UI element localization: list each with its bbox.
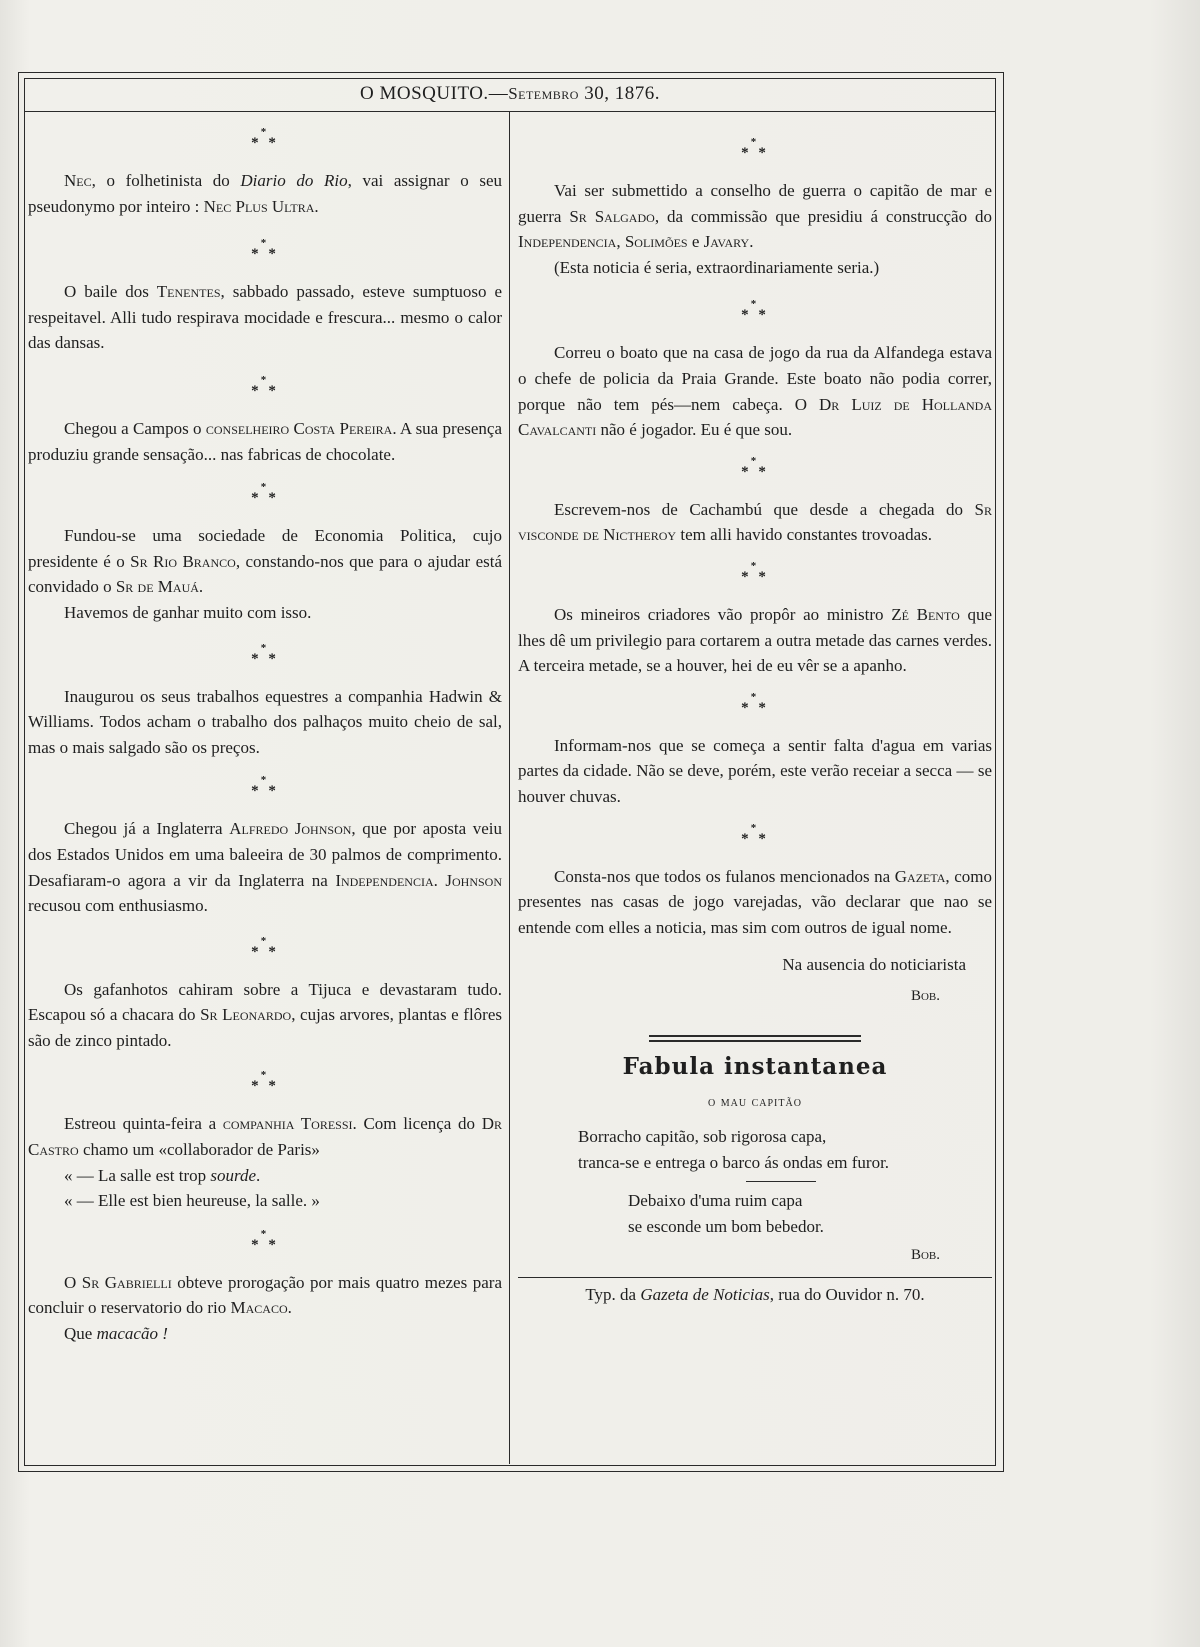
separator-asterism: * * *	[251, 237, 279, 263]
item-baile: O baile dos Tenentes, sabbado passado, esteve sumptuoso e respeitavel. Alli tudo respirava mocidade e frescura... mesmo o calor das dansas.	[28, 282, 502, 353]
item-nec: Nec, o folhetinista do Diario do Rio, vai assignar o seu pseudonymo por inteiro : Nec Plus Ultra.	[28, 171, 503, 216]
signoff-signature: Bob.	[910, 987, 940, 1004]
separator-asterism: * * *	[741, 690, 769, 716]
separator-asterism: * * *	[251, 481, 279, 507]
item-mineiros: Os mineiros criadores vão propôr ao ministro Zé Bento que lhes dê um privilegio para cortarem a outra metade das carnes verdes. A terceira metade, se a houver, hei de eu vêr se a apanho.	[518, 604, 993, 676]
separator-asterism: * * *	[251, 1069, 279, 1095]
item-salgado: Vai ser submettido a conselho de guerra o capitão de mar e guerra Sr Salgado, da commissão que presidiu á construcção do Independencia, Solimões e Javary. (Esta noticia é seria, extraordinariamente seria.)	[518, 181, 992, 277]
fabula-subtitle: o mau capitão	[708, 1095, 802, 1111]
right-column	[518, 112, 992, 1308]
separator-asterism: * * *	[251, 774, 279, 800]
fabula-verse-1: Borracho capitão, sob rigorosa capa,	[578, 1127, 827, 1147]
masthead-month: Setembro	[508, 84, 579, 103]
left-column	[28, 112, 502, 1359]
imprint-rule	[518, 1277, 992, 1278]
separator-asterism: * * *	[741, 136, 769, 161]
separator-asterism: * * *	[251, 641, 279, 667]
column-rule	[509, 112, 510, 1464]
masthead-date: 30, 1876.	[584, 83, 660, 104]
separator-asterism: * * *	[741, 821, 769, 847]
separator-asterism: * * *	[741, 298, 769, 324]
fabula-verse-4: se esconde um bom bebedor.	[628, 1216, 824, 1236]
imprint: Typ. da Gazeta de Noticias, rua do Ouvidor n. 70.	[585, 1285, 925, 1305]
fabula-rule	[518, 1035, 992, 1042]
item-sociedade: Fundou-se uma sociedade de Economia Politica, cujo presidente é o Sr Rio Branco, constando-nos que para o ajudar está convidado o Sr de Mauá. Havemos de ganhar muito com isso.	[28, 526, 503, 622]
item-campos: Chegou a Campos o conselheiro Costa Pereira. A sua presença produziu grande sensação... nas fabricas de chocolate.	[28, 418, 502, 464]
item-johnson: Chegou já a Inglaterra Alfredo Johnson, que por aposta veiu dos Estados Unidos em uma baleeira de 30 palmos de comprimento. Desafiaram-o agora a vir da Inglaterra na Independencia. Johnson recusou com enthusiasmo.	[28, 819, 503, 916]
item-agua: Informam-nos que se começa a sentir falta d'agua em varias partes da cidade. Não se deve, porém, este verão receiar a secca — se houver chuvas.	[518, 735, 992, 806]
separator-asterism: * * *	[251, 934, 279, 960]
separator-asterism: * * *	[251, 373, 279, 399]
fabula-short-rule	[746, 1181, 816, 1182]
fabula-verse-2: tranca-se e entrega o barco ás ondas em furor.	[578, 1152, 890, 1172]
masthead-paper: O MOSQUITO.	[360, 83, 489, 104]
item-gabrielli: O Sr Gabrielli obteve prorogação por mais quatro mezes para concluir o reservatorio do rio Macaco. Que macacão !	[28, 1272, 502, 1344]
fabula-signature: Bob.	[910, 1247, 940, 1264]
item-toressi: Estreou quinta-feira a companhia Toressi. Com licença do Dr Castro chamo um «collaborador de Paris» « — La salle est trop sourde. « — Elle est bien heureuse, la salle. »	[28, 1114, 502, 1211]
item-boato: Correu o boato que na casa de jogo da rua da Alfandega estava o chefe de policia da Praia Grande. Este boato não podia correr, porque não tem pés—nem cabeça. O Dr Luiz de Hollanda Cavalcanti não é jogador. Eu é que sou.	[518, 343, 992, 440]
separator-asterism: * * *	[251, 126, 279, 151]
item-circo: Inaugurou os seus trabalhos equestres a companhia Hadwin & Williams. Todos acham o trabalho dos palhaços muito cheio de sal, mas o mais salgado são os preços.	[28, 686, 502, 757]
signoff-line: Na ausencia do noticiarista	[782, 955, 966, 975]
item-cachambu: Escrevem-nos de Cachambú que desde a chegada do Sr visconde de Nictheroy tem alli havido constantes trovoadas.	[518, 499, 992, 545]
item-gafanhotos: Os gafanhotos cahiram sobre a Tijuca e devastaram tudo. Escapou só a chacara do Sr Leonardo, cujas arvores, plantas e flôres são de zinco pintado.	[28, 979, 503, 1050]
separator-asterism: * * *	[741, 454, 769, 480]
fabula-verse-3: Debaixo d'uma ruim capa	[628, 1191, 803, 1211]
fabula-title: Fabula instantanea	[622, 1053, 888, 1081]
separator-asterism: * * *	[741, 559, 769, 585]
masthead-dash: —	[488, 83, 509, 104]
masthead	[24, 78, 996, 110]
separator-asterism: * * *	[251, 1227, 279, 1253]
item-fulanos: Consta-nos que todos os fulanos mencionados na Gazeta, como presentes nas casas de jogo varejadas, vão declarar que nao se entende com elles a noticia, mas sim com outros de igual nome.	[518, 866, 992, 937]
